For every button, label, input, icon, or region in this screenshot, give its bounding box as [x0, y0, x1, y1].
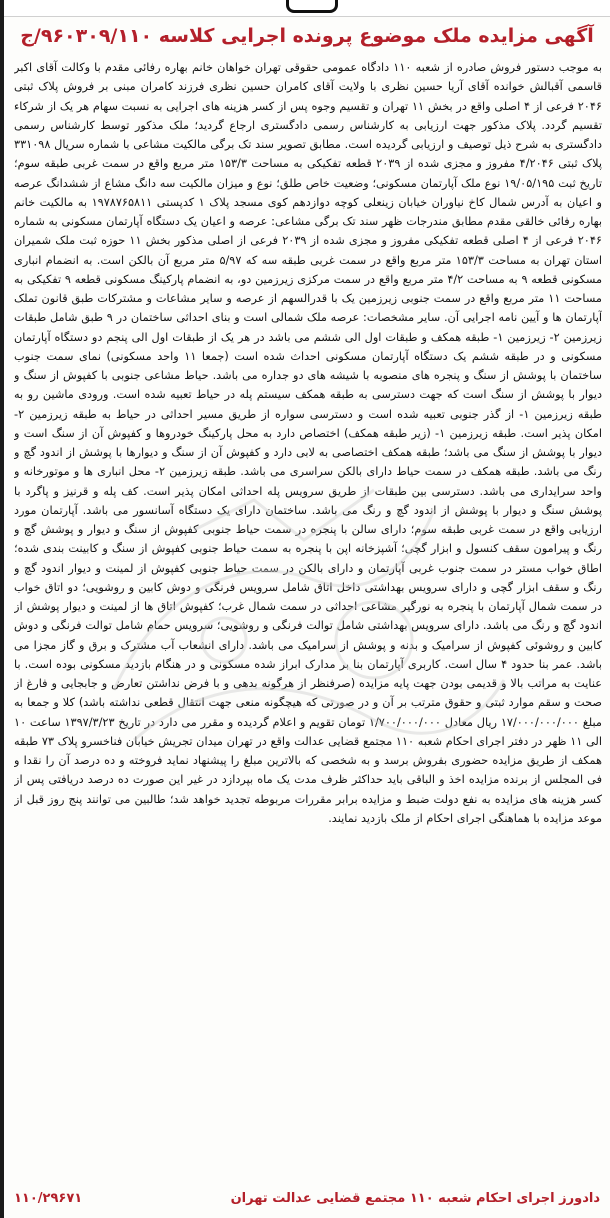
notice-footer	[14, 1186, 600, 1212]
issuer-signature: دادورز اجرای احکام شعبه ۱۱۰ مجتمع قضایی عدالت تهران	[230, 1191, 600, 1206]
header-bracket-mark	[286, 0, 338, 13]
notice-body: به موجب دستور فروش صادره از شعبه ۱۱۰ دادگاه عمومی حقوقی تهران خواهان خانم بهاره رفائی مقدم با وکالت آقای اکبر قاسمی آقبالش خوانده آقای آریا حسین نظری با ولایت آقای کامران حسین نظری فرزند کامران مبنی بر فروش پلاک ثبتی ۲۰۴۶ فرعی از ۴ اصلی واقع در بخش ۱۱ تهران و تقسیم وجوه پس از کسر هزینه های اجرایی به نسبت سهام هر یک از شرکاء تقسیم گردد. پلاک مذکور جهت ارزیابی به کارشناس رسمی دادگستری ارجاع گردید؛ ملک مذکور توسط کارشناس رسمی دادگستری به شرح ذیل توصیف و ارزیابی گردیده است. مطابق تصویر سند تک برگی مالکیت مشاعی با شماره سریال ۳۳۱۰۹۸ پلاک ثبتی ۴/۲۰۴۶ مفروز و مجزی شده از ۲۰۳۹ قطعه تفکیکی به مساحت ۱۵۳/۳ متر مربع واقع در سمت غربی طبقه سوم؛ تاریخ ثبت ۱۹/۰۵/۱۹۵ نوع ملک آپارتمان مسکونی؛ وضعیت خاص طلق؛ نوع و میزان مالکیت سه دانگ مشاع از ششدانگ عرصه و اعیان به آدرس شمال کاخ نیاوران خیابان زینعلی کوچه دوازدهم کوی مسجد پلاک ۱ کدپستی ۱۹۷۸۷۶۵۸۱۱ به مالکیت خانم بهاره رفائی خالقی مقدم مطابق مندرجات ظهر سند تک برگی مشاعی: عرصه و اعیان یک دستگاه آپارتمان مسکونی به شماره ۲۰۴۶ فرعی از ۴ اصلی قطعه تفکیکی مفروز و مجزی شده از ۲۰۳۹ فرعی از اصلی مذکور بخش ۱۱ حوزه ثبت ملک شمیران استان تهران به مساحت ۱۵۳/۳ متر مربع واقع در سمت غربی طبقه سه که ۵/۹۷ متر مربع آن بالکن است. به انضمام انباری مسکونی قطعه ۹ به مساحت ۴/۲ متر مربع واقع در سمت مرکزی زیرزمین دو، به انضمام پارکینگ مسکونی قطعه ۹ تفکیکی به مساحت ۱۱ متر مربع واقع در سمت جنوبی زیرزمین یک با قدرالسهم از عرصه و سایر مشاعات و مشترکات طبق قانون تملک آپارتمان ها و آیین نامه اجرایی آن. سایر مشخصات: عرصه ملک شمالی است و بنای احداثی ساختمان در ۹ طبق شامل طبقات زیرزمین ۲- زیرزمین ۱- طبقه همکف و طبقات اول الی ششم می باشد در هر یک از طبقات اول الی پنجم دو دستگاه آپارتمان مسکونی و در طبقه ششم یک دستگاه آپارتمان مسکونی احداث شده است (جمعا ۱۱ واحد مسکونی) نمای سمت جنوب ساختمان با پوشش از سنگ و پنجره های منصوبه با شیشه های دو جداره می باشد. حیاط مشاعی جنوبی با کفپوش از سنگ و دیوار با پوشش از سنگ است که جهت دسترسی به طبقه همکف سیستم پله در حیاط تعبیه شده است. ورودی ماشین رو به طبقه زیرزمین ۱- از گذر جنوبی تعبیه شده است و دسترسی سواره از طریق مسیر احداثی در حیاط به طبقه زیرزمین ۲- امکان پذیر است. طبقه زیرزمین ۱- (زیر طبقه همکف) اختصاص دارد به محل پارکینگ خودروها و کفپوش آن از سنگ است و دیوار با پوشش از سنگ می باشد؛ طبقه همکف اختصاصی به لابی دارد و کفپوش آن از سنگ و دیوارها با پوشش از اندود گچ و رنگ می باشد. طبقه همکف در سمت حیاط دارای بالکن سراسری می باشد. طبقه زیرزمین ۲- محل انباری ها و موتورخانه و واحد سرایداری می باشد. دسترسی بین طبقات از طریق سرویس پله احداثی امکان پذیر است. کف پله و قرنیز و پاگرد با پوشش سنگ و دیوار با پوشش از اندود گچ و رنگ می باشد. ساختمان دارای یک دستگاه آسانسور می باشد. آپارتمان مورد ارزیابی واقع در سمت غربی طبقه سوم؛ دارای سالن با پنجره در سمت حیاط جنوبی کفپوش از سنگ و دیوار و پوشش گچ و رنگ و پیرامون سقف کنسول و ابزار گچی؛ آشپزخانه اپن با پنجره به سمت حیاط جنوبی کفپوش از سنگ و کابینت بندی شده؛ اطاق خواب مستر در سمت جنوب غربی آپارتمان و دارای بالکن در سمت حیاط جنوبی کفپوش از لمینت و دیوار اندود گچ و رنگ و سقف ابزار گچی و دارای سرویس بهداشتی داخل اتاق شامل سرویس فرنگی و دوش کابین و روشویی؛ دو اتاق خواب در سمت شمال آپارتمان با پنجره به نورگیر مشاعی احداثی در سمت شمال غرب؛ کفپوش اتاق ها از لمینت و دیوار پوشش از اندود گچ و رنگ می باشد. دارای سرویس بهداشتی شامل توالت فرنگی و روشویی؛ سرویس حمام شامل توالت فرنگی و دوش کابین و روشوئی کفپوش از سرامیک و بدنه و پوشش از سرامیک می باشد. دارای انشعاب آب مشترک و برق و گاز مجزا می باشد. عمر بنا حدود ۴ سال است. کاربری آپارتمان بنا بر مدارک ابراز شده مسکونی و در هنگام بازدید مسکونی بوده است. با عنایت به مراتب بالا و قدیمی بودن جهت پایه مزایده (صرفنظر از هرگونه بدهی و با فرض نداشتن تعارض و جابجایی و فارغ از صحت و سقم موارد ثبتی و حقوق مترتب بر آن و در صورتی که هیچگونه منعی جهت انتقال قطعی نداشته باشد) کلا و جمعا به مبلغ ۱۷/۰۰۰/۰۰۰/۰۰۰ ریال معادل ۱/۷۰۰/۰۰۰/۰۰۰ تومان تقویم و اعلام گردیده و مقرر می دارد در تاریخ ۱۳۹۷/۳/۲۳ ساعت ۱۰ الی ۱۱ ظهر در دفتر اجرای احکام شعبه ۱۱۰ مجتمع قضایی عدالت واقع در تهران میدان تجریش خیابان فناخسرو پلاک ۷۳ طبقه همکف از طریق مزایده حضوری بفروش برسد و به شخصی که بالاترین مبلغ را پیشنهاد نماید فروخته و ده درصد آن را نقدا و فی المجلس از برنده مزایده اخذ و الباقی باید حداکثر ظرف مدت یک ماه بپردازد در غیر این صورت ده درصد دریافتی پس از کسر هزینه های مزایده به نفع دولت ضبط و مزایده برابر مقررات مربوطه تجدید خواهد شد؛ طالبین می توانند پنج روز قبل از موعد مزایده با هماهنگی اجرای احکام از ملک بازدید نمایند.	[14, 61, 602, 825]
notice-title: آگهی مزایده ملک موضوع پرونده اجرایی کلاسه ۹۶۰۳۰۹/۱۱۰/ج	[20, 25, 594, 47]
notice-code: ۱۱۰/۲۹۶۷۱	[14, 1191, 83, 1206]
top-border-strip	[4, 0, 610, 17]
